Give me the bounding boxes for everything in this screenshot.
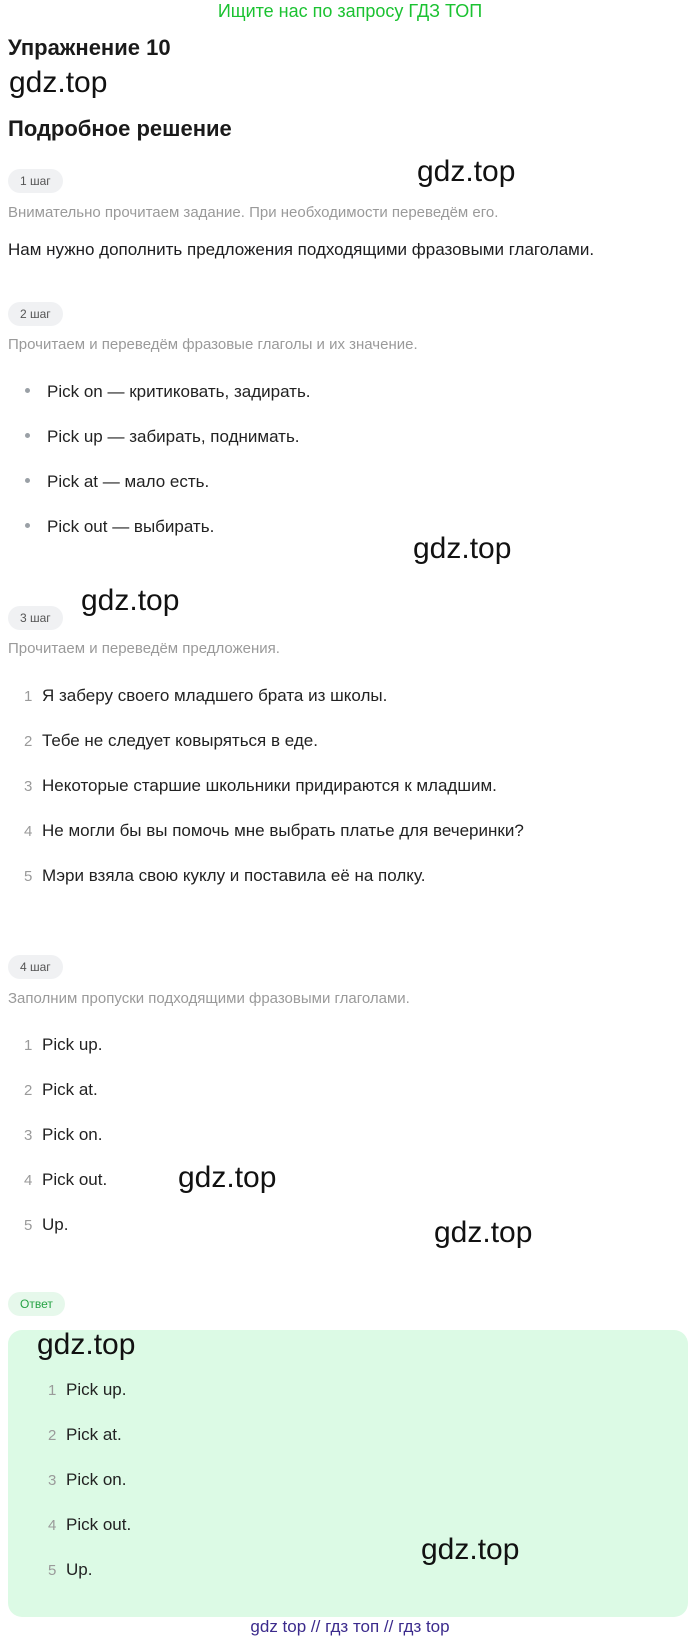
watermark: gdz.top (178, 1161, 277, 1194)
list-item: 2 Pick at. (24, 1080, 98, 1099)
step-badge: 3 шаг (8, 606, 63, 630)
list-item: 2 Pick at. (48, 1425, 122, 1444)
list-item: 3 Pick on. (24, 1125, 103, 1144)
bullet-icon (25, 478, 30, 483)
step-hint: Прочитаем и переведём фразовые глаголы и их значение. (8, 336, 418, 353)
list-item: 5 Мэри взяла свою куклу и поставила её на полку. (24, 866, 426, 885)
step-text: Нам нужно дополнить предложения подходящими фразовыми глаголами. (8, 240, 595, 259)
step-badge: 2 шаг (8, 302, 63, 326)
search-hint-banner: Ищите нас по запросу ГДЗ ТОП (217, 1, 483, 21)
watermark: gdz.top (81, 584, 180, 617)
footer-links[interactable]: gdz top // гдз топ // гдз top (250, 1617, 450, 1636)
list-item: 5 Up. (48, 1560, 93, 1579)
list-item: 2 Тебе не следует ковыряться в еде. (24, 731, 318, 750)
list-item: Pick at — мало есть. (25, 472, 209, 492)
watermark: gdz.top (37, 1328, 136, 1361)
list-item: 1 Pick up. (48, 1380, 127, 1399)
list-item: 4 Не могли бы вы помочь мне выбрать платье для вечеринки? (24, 821, 524, 840)
list-item: 4 Pick out. (24, 1170, 108, 1189)
list-item: Pick up — забирать, поднимать. (25, 427, 300, 447)
step-hint: Заполним пропуски подходящими фразовыми глаголами. (8, 990, 410, 1007)
watermark: gdz.top (434, 1216, 533, 1249)
watermark: gdz.top (413, 532, 512, 565)
watermark: gdz.top (417, 155, 516, 188)
step-badge: 4 шаг (8, 955, 63, 979)
watermark: gdz.top (9, 66, 108, 99)
list-item: 5 Up. (24, 1215, 69, 1234)
section-title: Подробное решение (8, 116, 232, 141)
list-item: Pick on — критиковать, задирать. (25, 382, 311, 402)
step-hint: Прочитаем и переведём предложения. (8, 640, 280, 657)
exercise-title: Упражнение 10 (8, 35, 171, 60)
list-item: Pick out — выбирать. (25, 517, 214, 537)
list-item: 1 Я заберу своего младшего брата из школы. (24, 686, 388, 705)
list-item: 3 Некоторые старшие школьники придираются к младшим. (24, 776, 497, 795)
list-item: 4 Pick out. (48, 1515, 132, 1534)
list-item: 1 Pick up. (24, 1035, 103, 1054)
bullet-icon (25, 523, 30, 528)
bullet-icon (25, 388, 30, 393)
list-item: 3 Pick on. (48, 1470, 127, 1489)
answer-badge: Ответ (8, 1292, 65, 1316)
watermark: gdz.top (421, 1533, 520, 1566)
step-badge: 1 шаг (8, 169, 63, 193)
bullet-icon (25, 433, 30, 438)
step-hint: Внимательно прочитаем задание. При необходимости переведём его. (8, 204, 499, 221)
